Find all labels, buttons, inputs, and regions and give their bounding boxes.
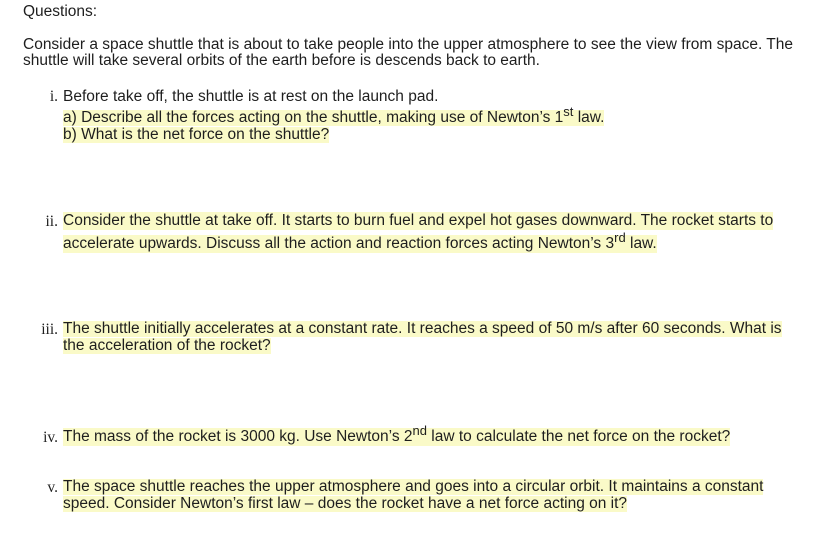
question-text-line-2-text: accelerate upwards. Discuss all the action and reaction forces acting Newton’s 3 <box>63 235 615 252</box>
ordinal-suffix: st <box>563 104 574 119</box>
question-text-line-2-end: law. <box>625 235 657 252</box>
question-number: ii. <box>45 213 58 230</box>
ordinal-suffix: nd <box>412 423 427 438</box>
question-number: iv. <box>43 429 58 446</box>
question-text-line-2: speed. Consider Newton’s first law – does the rocket have a net force acting on it? <box>63 495 628 512</box>
question-text-end: law to calculate the net force on the rocket? <box>426 428 731 445</box>
question-text-line-2 <box>63 230 657 253</box>
question-text-line-1: The shuttle initially accelerates at a constant rate. It reaches a speed of 50 m/s after 60 seconds. What is <box>63 320 782 337</box>
ordinal-suffix: rd <box>614 230 626 245</box>
sub-question-a-text: a) Describe all the forces acting on the shuttle, making use of Newton’s 1 <box>63 109 564 126</box>
sub-question-a <box>63 104 605 126</box>
question-number: iii. <box>41 321 58 338</box>
question-number: v. <box>47 479 58 496</box>
question-text <box>63 423 731 446</box>
intro-line-2: shuttle will take several orbits of the earth before is descends back to earth. <box>23 52 540 69</box>
question-text-line-1: The space shuttle reaches the upper atmosphere and goes into a circular orbit. It maintains a constant <box>63 478 764 495</box>
question-text-line-1: Consider the shuttle at take off. It starts to burn fuel and expel hot gases downward. The rocket starts to <box>63 212 774 229</box>
question-text-line-2: the acceleration of the rocket? <box>63 337 271 354</box>
heading: Questions: <box>23 3 98 20</box>
sub-question-a-end: law. <box>573 109 605 126</box>
question-text-start: The mass of the rocket is 3000 kg. Use Newton’s 2 <box>63 428 413 445</box>
intro-line-1: Consider a space shuttle that is about to take people into the upper atmosphere to see the view from space. The <box>23 36 794 53</box>
question-number: i. <box>49 88 58 105</box>
sub-question-b: b) What is the net force on the shuttle? <box>63 126 330 143</box>
question-text: Before take off, the shuttle is at rest on the launch pad. <box>63 88 439 105</box>
